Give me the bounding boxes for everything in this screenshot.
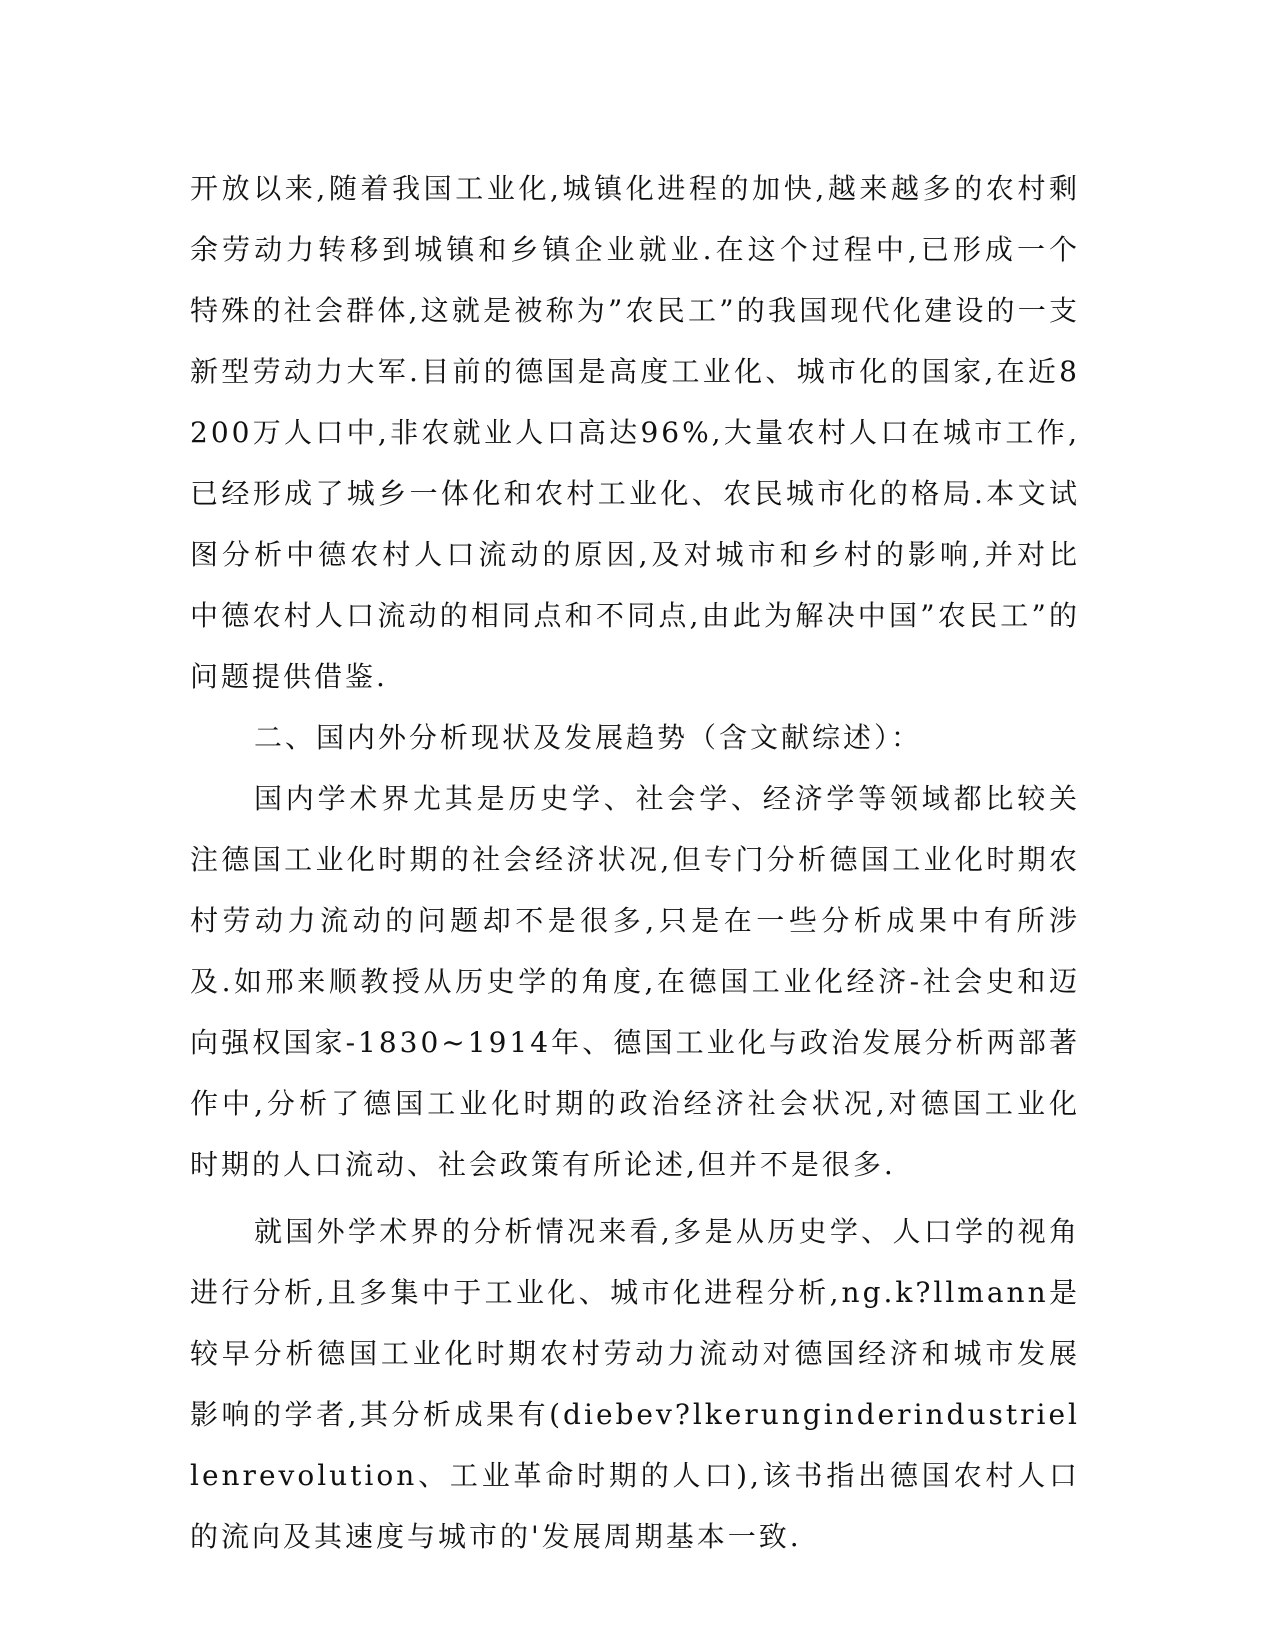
document-body [190,158,1080,1567]
paragraph-domestic-research: 国内学术界尤其是历史学、社会学、经济学等领域都比较关注德国工业化时期的社会经济状况,但专门分析德国工业化时期农村劳动力流动的问题却不是很多,只是在一些分析成果中有所涉及.如邢来顺教授从历史学的角度,在德国工业化经济-社会史和迈向强权国家-1830~1914年、德国工业化与政治发展分析两部著作中,分析了德国工业化时期的政治经济社会状况,对德国工业化时期的人口流动、社会政策有所论述,但并不是很多. [190,782,1080,1181]
paragraph-intro: 开放以来,随着我国工业化,城镇化进程的加快,越来越多的农村剩余劳动力转移到城镇和乡镇企业就业.在这个过程中,已形成一个特殊的社会群体,这就是被称为”农民工”的我国现代化建设的一支新型劳动力大军.目前的德国是高度工业化、城市化的国家,在近8200万人口中,非农就业人口高达96%,大量农村人口在城市工作,已经形成了城乡一体化和农村工业化、农民城市化的格局.本文试图分析中德农村人口流动的原因,及对城市和乡村的影响,并对比中德农村人口流动的相同点和不同点,由此为解决中国”农民工”的问题提供借鉴. [190,172,1080,693]
paragraph-foreign-research: 就国外学术界的分析情况来看,多是从历史学、人口学的视角进行分析,且多集中于工业化、城市化进程分析,ng.k?llmann是较早分析德国工业化时期农村劳动力流动对德国经济和城市发展影响的学者,其分析成果有(diebev?lkerunginderindustriellenrevolution、工业革命时期的人口),该书指出德国农村人口的流向及其速度与城市的'发展周期基本一致. [190,1215,1080,1553]
section-heading: 二、国内外分析现状及发展趋势（含文献综述）： [254,721,923,754]
